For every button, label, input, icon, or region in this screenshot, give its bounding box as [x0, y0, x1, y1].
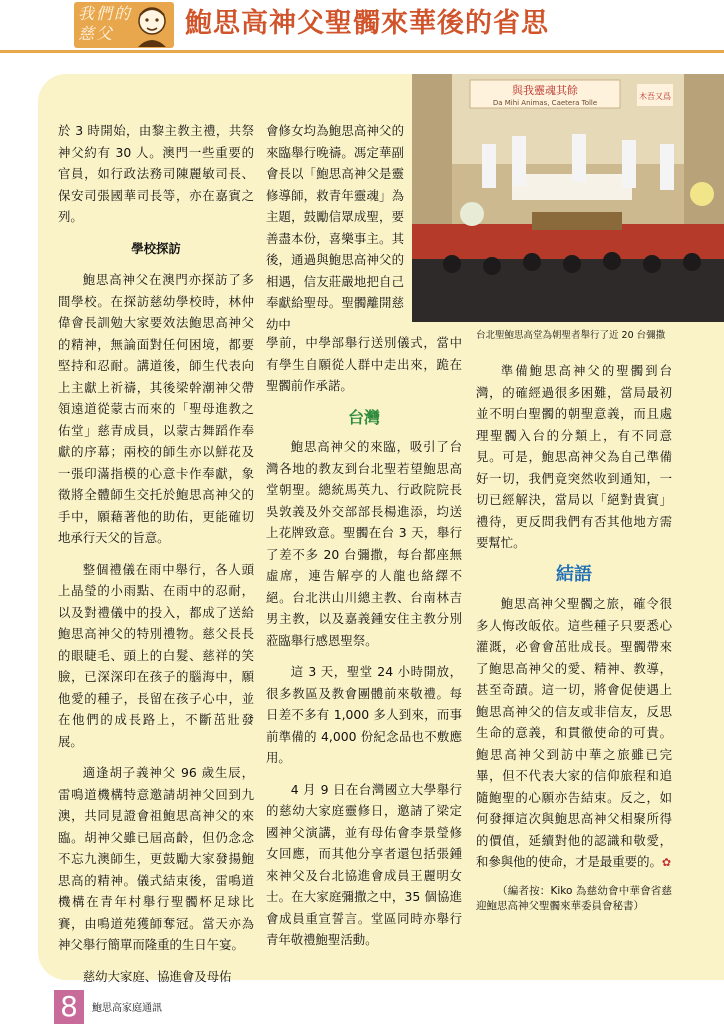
column-1 — [58, 120, 254, 997]
page-header — [0, 0, 724, 52]
editor-note: （編者按：Kiko 為慈幼會中華會省慈迎鮑思高神父聖髑來華委員會秘書） — [476, 885, 672, 912]
portrait-icon — [132, 3, 172, 47]
column-logo — [74, 2, 174, 48]
church-photo-illustration — [412, 74, 724, 322]
publication-name: 鮑思高家庭通訊 — [92, 1003, 162, 1014]
paragraph: 適逢胡子義神父 96 歲生辰，雷鳴道機構特意邀請胡神父回到九澳，共同見證會祖鮑思高神父的來臨。胡神父雖已屆高齡，但仍念念不忘九澳師生，更鼓勵大家發揚鮑思高的精神。儀式結束後，雷鳴道機構在青年村舉行聖髑杯足球比賽，由鳴道苑獲師奪冠。當天亦為神父舉行簡單而隆重的生日午宴。 — [58, 765, 254, 952]
paragraph: 準備鮑思高神父的聖髑到台灣，的確經過很多困難，當局最初並不明白聖髑的朝聖意義，而且處理聖髑入台的分類上，有不同意見。可是，鮑思高神父為自己準備好一切，我們竟突然收到通知，一切已經解決，當局以「絕對貴賓」禮待，更反問我們有否其他地方需要幫忙。 — [476, 363, 672, 550]
logo-text: 我們的慈父 — [78, 4, 133, 43]
paragraph: 這 3 天，聖堂 24 小時開放，很多教區及教會團體前來敬禮。每日差不多有 1,000 多人到來，而事前準備的 4,000 份紀念品也不敷應用。 — [266, 664, 462, 765]
church-photo — [412, 74, 724, 322]
paragraph: 於 3 時開始，由黎主教主禮，共祭神父約有 30 人。澳門一些重要的官員，如行政法務司陳麗敏司長、保安司張國華司長等，亦在嘉賓之列。 — [58, 123, 254, 224]
header-divider — [0, 50, 724, 53]
photo-altar-sign: 木吾又爲 — [639, 92, 671, 101]
paragraph: 整個禮儀在雨中舉行，各人頭上晶瑩的小雨點、在雨中的忍耐，以及對禮儀中的投入，都成了送給鮑思高神父的特別禮物。慈父長長的眼睫毛、頭上的白髮、慈祥的笑臉，已深深印在孩子的腦海中，願他愛的種子，長留在孩子心中，並在他們的成長路上，不斷茁壯發展。 — [58, 561, 254, 749]
column-2 — [266, 332, 462, 961]
paragraph: 慈幼大家庭、協進會及母佑 — [82, 968, 232, 984]
paragraph: 鮑思高神父的來臨，吸引了台灣各地的教友到台北聖若望鮑思高堂朝聖。總統馬英九、行政院院長吳敦義及外交部部長楊進添，均送上花牌致意。聖髑在台 3 天，舉行了差不多 20 台彌撒，每台都座無虛席，連告解亭的人龍也絡繹不絕。台北洪山川總主教、台南林吉男主教，以及嘉義鍾安住主教分別蒞臨舉行感恩聖祭。 — [266, 439, 462, 648]
paragraph — [476, 593, 672, 874]
section-heading-conclusion: 結語 — [556, 563, 592, 585]
column-2-top — [266, 120, 404, 345]
section-heading-taiwan: 台灣 — [347, 407, 380, 427]
page-title: 鮑思高神父聖髑來華後的省思 — [185, 8, 549, 39]
photo-banner-chinese: 與我靈魂其餘 — [512, 84, 578, 97]
conclusion-text: 鮑思高神父聖髑之旅，確令很多人悔改皈依。這些種子只要悉心灌溉，必會會茁壯成長。聖髑帶來了鮑思高神父的愛、精神、教導，甚至奇蹟。這一切，將會促使遇上鮑思高神父的信友或非信友，反思生命的意義，和貫徹使命的可貴。鮑思高神父到訪中華之旅雖已完畢，但不代表大家的信仰旅程和追隨鮑聖的心願亦告結束。反之，如何發揮這次與鮑思高神父相聚所得的價值，延續對他的認識和敬愛，和參與他的使命，才是最重要的。 — [476, 596, 672, 869]
page-number: 8 — [54, 990, 84, 1024]
paragraph: 會修女均為鮑思高神父的來臨舉行晚禱。馮定華副會長以「鮑思高神父是靈修導師，救青年靈魂」為主題，鼓勵信眾成聖，要善盡本份，喜樂事主。其後，通過與鮑思高神父的相遇，信友莊嚴地把自己奉獻給聖母。聖髑離開慈幼中 — [266, 123, 404, 332]
photo-banner-latin: Da Mihi Animas, Caetera Tolle — [492, 99, 598, 107]
photo-caption: 台北聖鮑思高堂為朝聖者舉行了近 20 台彌撒 — [476, 330, 666, 341]
column-3 — [476, 360, 672, 884]
section-heading-school-visits: 學校探訪 — [131, 240, 181, 256]
paragraph: 4 月 9 日在台灣國立大學舉行的慈幼大家庭靈修日，邀請了梁定國神父演講，並有母佑會李景瑩修女回應，而其他分享者還包括張鍾來神父及台北協進會成員王麗明女士。在大家庭彌撒之中，35 個協進會成員重宣誓言。堂區同時亦舉行青年敬禮鮑聖活動。 — [266, 781, 462, 947]
paragraph: 學前，中學部舉行送別儀式，當中有學生自願從人群中走出來，跪在聖髑前作承諾。 — [266, 335, 462, 393]
decorative-flower-icon: ✿ — [661, 856, 672, 869]
paragraph: 鮑思高神父在澳門亦探訪了多間學校。在探訪慈幼學校時，林仲偉會長訓勉大家要效法鮑思高神父的精神，無論面對任何困境，都要堅持和忍耐。講道後，師生代表向上主獻上祈禱，其後梁幹潮神父帶領遠道從蒙古而來的「聖母進教之佑堂」慈青成員，以蒙古舞蹈作奉獻的序幕；兩校的師生亦以鮮花及一張印滿指模的心意卡作奉獻，象徵將全體師生交托於鮑思高神父的手中，願藉著他的助佑，更能確切地承行天父的旨意。 — [58, 272, 254, 545]
